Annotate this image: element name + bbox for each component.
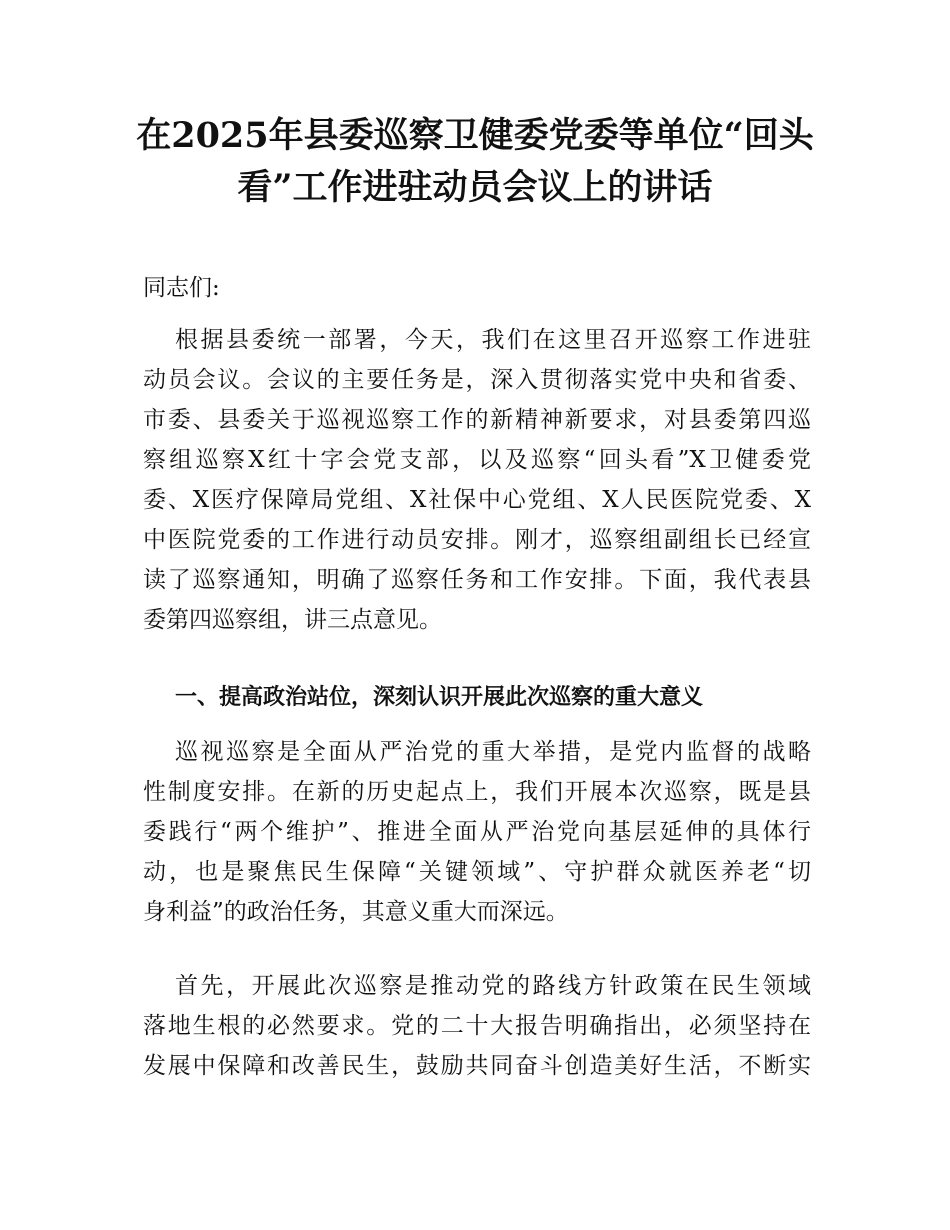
paragraph-line: 根据县委统一部署，今天，我们在这里召开巡察工作进驻: [175, 327, 811, 353]
paragraph-2: [143, 732, 811, 932]
paragraph-line: 动员会议。会议的主要任务是，深入贯彻落实党中央和省委、: [143, 367, 811, 393]
document-title: [120, 110, 830, 214]
paragraph-line: 身利益”的政治任务，其意义重大而深远。: [143, 899, 569, 925]
paragraph-line: 委、X医疗保障局党组、X社保中心党组、X人民医院党委、X: [143, 487, 811, 513]
paragraph-line: 读了巡察通知，明确了巡察任务和工作安排。下面，我代表县: [143, 567, 811, 593]
paragraph-line: 落地生根的必然要求。党的二十大报告明确指出，必须坚持在: [143, 1013, 811, 1039]
paragraph-line: 察组巡察X红十字会党支部，以及巡察“回头看”X卫健委党: [143, 447, 811, 473]
paragraph-line: 委践行“两个维护”、推进全面从严治党向基层延伸的具体行: [143, 819, 811, 845]
paragraph-line: 首先，开展此次巡察是推动党的路线方针政策在民生领域: [175, 973, 811, 999]
greeting: 同志们:: [143, 275, 220, 301]
paragraph-line: 发展中保障和改善民生，鼓励共同奋斗创造美好生活，不断实: [143, 1053, 811, 1079]
paragraph-line: 巡视巡察是全面从严治党的重大举措，是党内监督的战略: [175, 739, 811, 765]
section-heading-1: 一、提高政治站位，深刻认识开展此次巡察的重大意义: [175, 685, 704, 710]
paragraph-3: [143, 966, 811, 1086]
paragraph-line: 市委、县委关于巡视巡察工作的新精神新要求，对县委第四巡: [143, 407, 811, 433]
paragraph-line: 中医院党委的工作进行动员安排。刚才，巡察组副组长已经宣: [143, 527, 811, 553]
title-line: 看”工作进驻动员会议上的讲话: [237, 167, 713, 208]
paragraph-line: 委第四巡察组，讲三点意见。: [143, 607, 442, 633]
paragraph-line: 动，也是聚焦民生保障“关键领域”、守护群众就医养老“切: [143, 859, 811, 885]
paragraph-1: [143, 320, 811, 640]
title-line: 在2025年县委巡察卫健委党委等单位“回头: [136, 115, 814, 156]
paragraph-line: 性制度安排。在新的历史起点上，我们开展本次巡察，既是县: [143, 779, 811, 805]
